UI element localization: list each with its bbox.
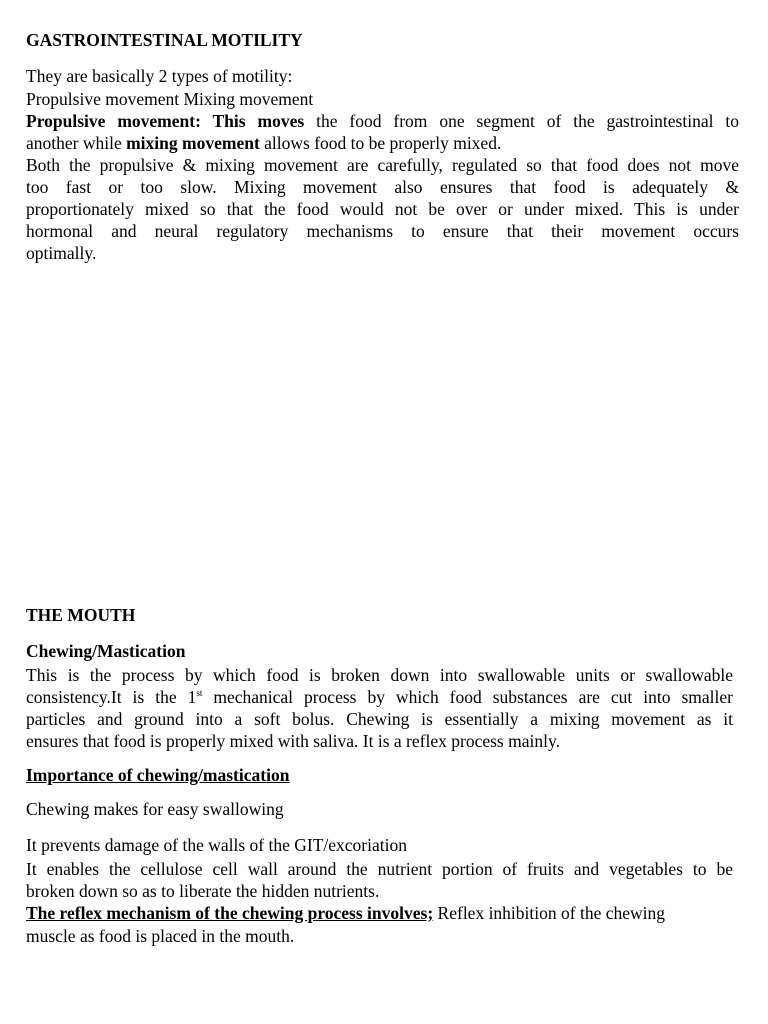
text-run: the food from one segment of the gastrointestinal to [304,111,739,131]
bold-term: mixing movement [126,133,260,153]
list-item: Chewing makes for easy swallowing [26,799,284,819]
motility-types: Propulsive movement Mixing movement [26,89,314,109]
bold-term: Propulsive movement: This moves [26,111,305,131]
section-heading-motility: GASTROINTESTINAL MOTILITY [26,30,303,50]
paragraph-line: too fast or too slow. Mixing movement also ensures that food is adequately & [26,177,739,197]
paragraph-line [26,902,665,924]
paragraph-line: muscle as food is placed in the mouth. [26,926,295,946]
paragraph-line: particles and ground into a soft bolus. Chewing is essentially a mixing movement as it [26,709,733,729]
paragraph-line: optimally. [26,243,97,263]
subheading-chewing: Chewing/Mastication [26,641,186,661]
intro-text: They are basically 2 types of motility: [26,66,293,86]
text-run: Reflex inhibition of the chewing [433,903,665,923]
text-run: mechanical process by which food substances are cut into smaller [202,687,733,707]
section-heading-mouth: THE MOUTH [26,605,136,625]
text-run: allows food to be properly mixed. [259,133,502,153]
paragraph-line: It enables the cellulose cell wall around the nutrient portion of fruits and vegetables to be [26,859,733,879]
paragraph-line [26,110,739,132]
importance-heading: Importance of chewing/mastication [26,765,290,785]
list-item: It prevents damage of the walls of the GIT/excoriation [26,835,407,855]
text-run: consistency.It is the 1 [26,687,197,707]
text-run: another while [26,133,127,153]
paragraph-line: broken down so as to liberate the hidden nutrients. [26,881,380,901]
paragraph-line: proportionately mixed so that the food would not be over or under mixed. This is under [26,199,739,219]
paragraph-line [26,686,733,708]
paragraph-line: This is the process by which food is broken down into swallowable units or swallowable [26,665,733,685]
paragraph-line: hormonal and neural regulatory mechanisms to ensure that their movement occurs [26,221,739,241]
paragraph-line: ensures that food is properly mixed with saliva. It is a reflex process mainly. [26,731,560,751]
paragraph-line: Both the propulsive & mixing movement are carefully, regulated so that food does not move [26,155,739,175]
paragraph-line [26,132,501,154]
superscript: st [196,688,203,698]
underlined-heading: The reflex mechanism of the chewing process involves; [26,903,434,923]
